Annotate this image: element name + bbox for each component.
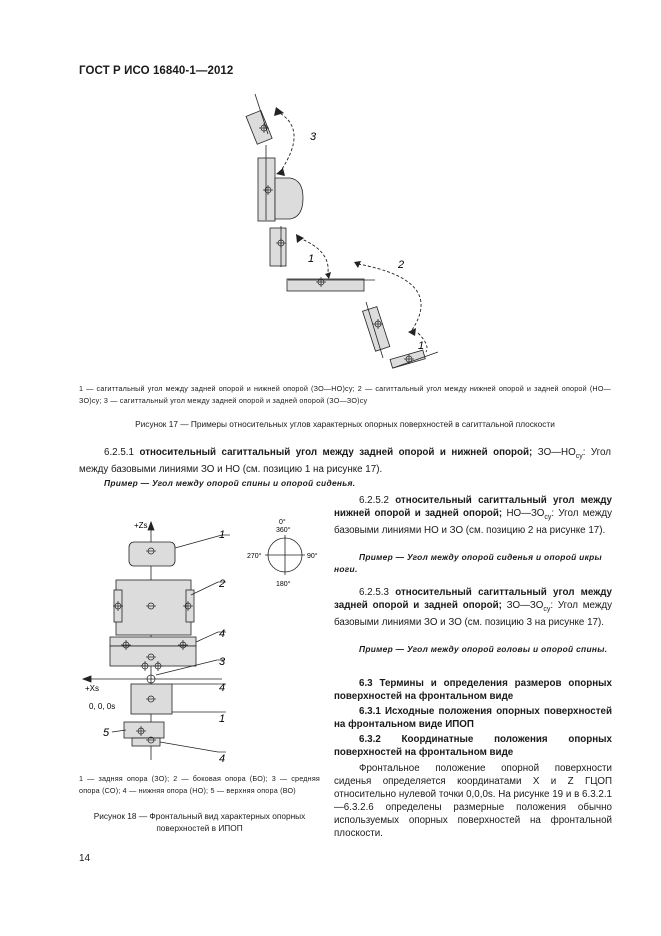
example-6-2-5-1: Пример — Угол между опорой спины и опорой сиденья.: [104, 478, 356, 488]
example-6-2-5-2: Пример — Угол между опорой сиденья и опорой икры ноги.: [334, 552, 603, 574]
fig17-label-3: 3: [310, 131, 317, 143]
fig17-label-2: 2: [398, 259, 405, 271]
axis-z-label: +Zs: [134, 521, 148, 530]
figure-17-caption: Рисунок 17 — Примеры относительных углов характерных опорных поверхностей в сагиттальной плоскости: [135, 419, 555, 429]
heading-6-3-2: 6.3.2 Координатные положения опорных поверхностей на фронтальном виде: [334, 734, 612, 758]
compass-bottom: 180°: [276, 581, 291, 588]
example-6-2-5-3: Пример — Угол между опорой головы и опорой спины.: [359, 644, 608, 654]
figure-18-caption: Рисунок 18 — Фронтальный вид характерных опорных поверхностей в ИПОП: [93, 811, 306, 833]
heading-6-3: 6.3 Термины и определения размеров опорных поверхностей на фронтальном виде: [334, 678, 612, 702]
compass-top: 0°: [279, 519, 286, 526]
heading-6-3-1: 6.3.1 Исходные положения опорных поверхностей на фронтальном виде ИПОП: [334, 706, 612, 730]
page-number: 14: [79, 853, 91, 864]
fig18-callout-4a: 4: [219, 628, 226, 640]
fig18-callout-3: 3: [219, 656, 226, 668]
figure-17-legend: 1 — сагиттальный угол между задней опорой и нижней опорой (ЗО—НО)су; 2 — сагиттальный угол между нижней опорой и задней опорой (НО—ЗО)су; 3 — сагиттальный угол между задней опорой и задней опорой (ЗО—ЗО)су: [79, 384, 611, 405]
fig18-callout-4b: 4: [219, 682, 226, 694]
fig18-callout-2: 2: [219, 578, 226, 590]
fig17-label-1: 1: [308, 253, 315, 265]
compass-left: 270°: [247, 553, 262, 560]
fig18-callout-4c: 4: [219, 753, 226, 765]
section-6-2-5-2: 6.2.5.2 относительный сагиттальный угол между нижней опорой и задней опорой; $НО—ЗО_{су}$: Угол между базовыми линиями НО и ЗО (см. позицию 2 на рисунке 17).: [334, 495, 613, 536]
compass-right: 90°: [307, 553, 318, 560]
origin-label: 0, 0, 0s: [89, 702, 116, 711]
figure-17-drawing: [230, 85, 450, 380]
section-6-3-2-body: Фронтальное положение опорной поверхности сиденья определяется координатами X и Z ГЦОП относительно нулевой точки 0,0,0s. На рисунке 19 и в 6.3.2.1—6.3.2.6 определены размерные положения обычно используемых опорных поверхностей на фронтальной плоскости.: [334, 763, 612, 839]
section-6-2-5-1: 6.2.5.1 относительный сагиттальный угол между задней опорой и нижней опорой; $ЗО—НО_{су}$: Угол между базовыми линиями ЗО и НО (см. позицию 1 на рисунке 17).: [79, 447, 611, 475]
figure-18-legend: 1 — задняя опора (ЗО); 2 — боковая опора (БО); 3 — средняя опора (СО); 4 — нижняя опора (НО); 5 — верхняя опора (ВО): [79, 774, 320, 795]
document-header: ГОСТ Р ИСО 16840-1—2012: [79, 65, 234, 77]
fig17-label-1b: 1: [418, 340, 425, 352]
section-6-2-5-3: 6.2.5.3 относительный сагиттальный угол между задней опорой и задней опорой; $ЗО—ЗО_{су}$: Угол между базовыми линиями ЗО и ЗО (см. позицию 3 на рисунке 17).: [334, 587, 612, 628]
figure-18-drawing: [79, 508, 329, 770]
fig18-callout-5: 5: [103, 727, 110, 739]
fig18-callout-1b: 1: [219, 713, 226, 725]
compass-top-360: 360°: [276, 527, 291, 534]
axis-x-label: +Xs: [85, 684, 100, 693]
fig18-callout-1: 1: [219, 529, 226, 541]
